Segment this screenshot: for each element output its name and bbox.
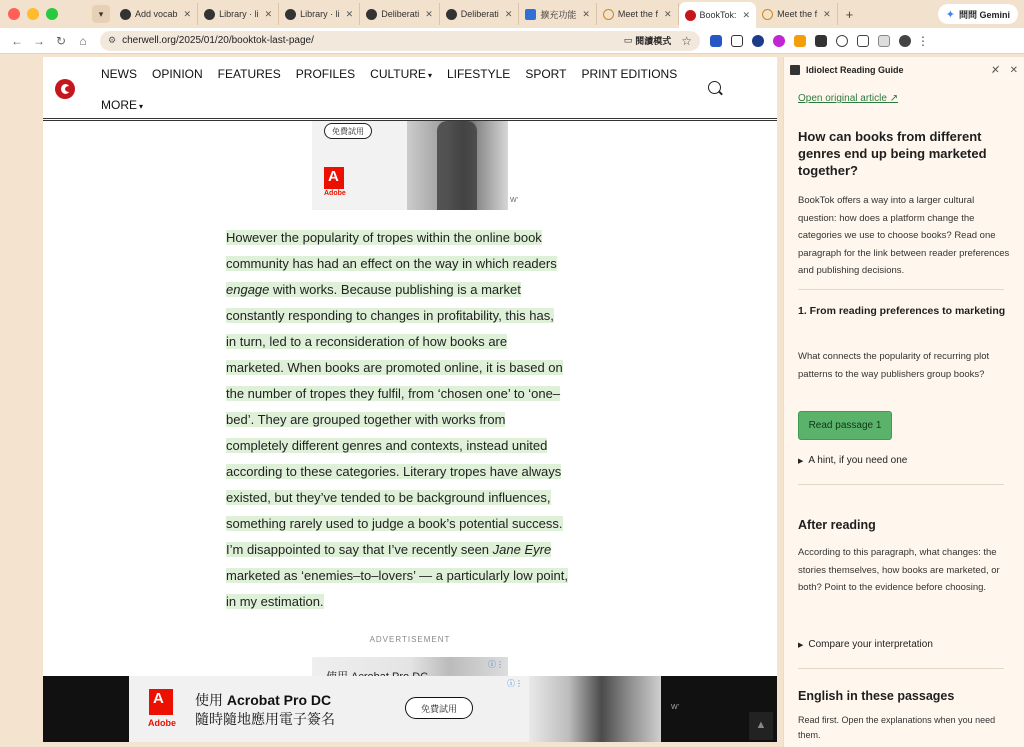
- address-bar[interactable]: [100, 31, 700, 51]
- article-line: marketed as ‘enemies–to–lovers’ — a particularly low point,: [226, 568, 569, 583]
- nav-item-label: FEATURES: [217, 67, 281, 81]
- nav-item-print-editions[interactable]: [581, 67, 677, 81]
- compare-label: Compare your interpretation: [808, 639, 933, 650]
- reading-mode-button[interactable]: [624, 34, 672, 47]
- reading-guide-panel: [783, 57, 1024, 747]
- tab-favicon-icon: [120, 9, 131, 20]
- nav-menu: [101, 67, 677, 81]
- scroll-to-top-icon[interactable]: ▲: [749, 712, 773, 740]
- nav-item-lifestyle[interactable]: [447, 67, 510, 81]
- tab-favicon-icon: [366, 9, 377, 20]
- banner-text: [195, 691, 335, 729]
- maximize-window-button[interactable]: [46, 8, 58, 20]
- browser-tab[interactable]: [360, 3, 440, 25]
- site-navigation: [43, 57, 777, 121]
- new-tab-icon[interactable]: +: [845, 6, 854, 22]
- disclosure-triangle-icon: ▶: [798, 458, 804, 465]
- reading-mode-label: 閱讀模式: [635, 36, 672, 46]
- reading-mode-icon: ▭: [623, 35, 633, 45]
- extension-openai-icon[interactable]: [836, 35, 848, 47]
- browser-tab[interactable]: [279, 3, 360, 25]
- banner-adobe-brand: Adobe: [148, 718, 176, 728]
- read-passage-1-button[interactable]: Read passage 1: [798, 411, 892, 440]
- tab-label: Deliberati: [460, 9, 499, 19]
- article-line: However the popularity of tropes within the online book: [226, 230, 542, 245]
- browser-tab[interactable]: [198, 3, 279, 25]
- url-text: cherwell.org/2025/01/20/booktok-last-page/: [122, 35, 314, 46]
- article-line: community has had an effect on the way in which readers: [226, 256, 557, 271]
- panel-title: Idiolect Reading Guide: [806, 65, 904, 75]
- extensions: [710, 35, 911, 47]
- nav-item-culture[interactable]: [370, 67, 432, 81]
- extension-flame-icon[interactable]: [794, 35, 806, 47]
- article-paragraph: [226, 225, 596, 615]
- advertisement-middle[interactable]: [312, 657, 508, 677]
- banner-line2: 隨時隨地應用電子簽名: [195, 711, 335, 727]
- article-line: completely different genres and contexts, instead united: [226, 438, 548, 453]
- cherwell-logo-icon[interactable]: [55, 79, 75, 99]
- banner-photo: [529, 676, 661, 742]
- extension-spiral-icon[interactable]: [773, 35, 785, 47]
- nav-item-label: PRINT EDITIONS: [581, 67, 678, 81]
- adobe-logo-icon: [324, 167, 344, 189]
- banner-free-trial-button[interactable]: 免費試用: [405, 697, 473, 719]
- tab-label: Add vocab: [135, 9, 178, 19]
- adobe-brand: Adobe: [324, 190, 346, 197]
- unpin-icon[interactable]: ✕̸: [991, 64, 1000, 76]
- window-controls: [0, 8, 92, 20]
- nav-item-sport[interactable]: [525, 67, 566, 81]
- tab-favicon-icon: [204, 9, 215, 20]
- tab-favicon-icon: [446, 9, 457, 20]
- nav-item-label: NEWS: [101, 67, 137, 81]
- advertisement-label: ADVERTISEMENT: [369, 635, 451, 644]
- extension-shield-icon[interactable]: [710, 35, 722, 47]
- banner-line1-product: Acrobat Pro DC: [226, 692, 332, 708]
- tab-label: Library · li: [219, 9, 259, 19]
- tab-search-chevron-icon[interactable]: ▾: [92, 5, 110, 23]
- english-text: Read first. Open the explanations when you need them.: [798, 715, 996, 740]
- guide-question: How can books from different genres end up being marketed together?: [798, 129, 987, 178]
- nav-item-label: SPORT: [525, 67, 567, 81]
- ad-photo: [407, 121, 508, 210]
- tab-favicon-icon: [762, 9, 773, 20]
- close-tab-icon[interactable]: ✕: [183, 8, 192, 19]
- article-line: something rarely used to judge a book’s potential success.: [226, 516, 563, 531]
- hint-label: A hint, if you need one: [808, 455, 908, 466]
- browser-tab[interactable]: [440, 3, 520, 25]
- tab-label: Library · li: [300, 9, 340, 19]
- divider: [798, 668, 1004, 669]
- disclosure-triangle-icon: ▶: [798, 642, 804, 649]
- tabs: [114, 0, 1024, 28]
- after-reading-text: According to this paragraph, what changes: the stories themselves, how books are marketed, or both? Point to the evidence before choosing.: [798, 547, 1000, 593]
- minimize-window-button[interactable]: [27, 8, 39, 20]
- close-tab-icon[interactable]: ✕: [504, 8, 513, 19]
- banner-ad[interactable]: [129, 676, 661, 742]
- panel-header: [790, 63, 1018, 77]
- home-icon[interactable]: ⌂: [79, 33, 87, 48]
- tab-label: 擴充功能: [540, 9, 577, 20]
- profile-avatar-icon[interactable]: [899, 35, 911, 47]
- search-icon[interactable]: [708, 81, 721, 94]
- close-tab-icon[interactable]: ✕: [823, 8, 831, 19]
- nav-item-features[interactable]: [218, 67, 281, 81]
- article-line: marketed. When books are promoted online, it is based on: [226, 360, 563, 375]
- english-title: English in these passages: [798, 689, 955, 703]
- chevron-down-icon: ▾: [139, 102, 144, 111]
- browser-menu-icon[interactable]: ⋮: [917, 33, 929, 48]
- tab-label: Meet the f: [617, 9, 658, 19]
- browser-tab[interactable]: [756, 3, 838, 25]
- gemini-button[interactable]: [938, 4, 1018, 24]
- nav-item-label: OPINION: [152, 67, 203, 81]
- article-line: existed, but they’ve tended to be background influences,: [226, 490, 551, 505]
- browser-toolbar: [0, 28, 1024, 54]
- tab-favicon-icon: [603, 9, 614, 20]
- extension-box-icon[interactable]: [731, 35, 743, 47]
- nav-more[interactable]: [101, 98, 143, 112]
- close-tab-icon[interactable]: ✕: [345, 8, 354, 19]
- sticky-ad-banner: [43, 676, 777, 742]
- web-page: [43, 57, 777, 742]
- compare-toggle[interactable]: [798, 639, 933, 650]
- ad-watermark: W': [510, 197, 518, 204]
- browser-tab[interactable]: [519, 3, 597, 25]
- back-arrow-icon[interactable]: ←: [11, 33, 23, 48]
- nav-item-label: CULTURE: [370, 67, 426, 81]
- after-reading-title: After reading: [798, 518, 876, 532]
- banner-adchoices-icon[interactable]: ⓘ⋮: [507, 679, 523, 688]
- close-tab-icon[interactable]: ✕: [582, 8, 590, 19]
- article-line: I’m disappointed to say that I’ve recently seen Jane Eyre: [226, 542, 552, 557]
- divider: [798, 289, 1004, 290]
- article-line: in my estimation.: [226, 594, 324, 609]
- close-tab-icon[interactable]: ✕: [425, 8, 433, 19]
- nav-more-label: MORE: [101, 98, 137, 112]
- nav-item-profiles[interactable]: [296, 67, 355, 81]
- close-tab-icon[interactable]: ✕: [742, 9, 751, 20]
- article-line: bed’. They are grouped together with works from: [226, 412, 506, 427]
- site-settings-icon[interactable]: ⚙: [108, 35, 117, 45]
- tab-label: BookTok:: [699, 10, 737, 20]
- article-line: according to these categories. Literary tropes have always: [226, 464, 562, 479]
- browser-tab[interactable]: [597, 3, 679, 25]
- close-window-button[interactable]: [8, 8, 20, 20]
- extension-book-icon[interactable]: [815, 35, 827, 47]
- banner-adobe-logo-icon: [149, 689, 173, 715]
- browser-tab[interactable]: [114, 3, 198, 25]
- tab-label: Deliberati: [381, 9, 420, 19]
- browser-tab[interactable]: [679, 2, 757, 28]
- nav-item-opinion[interactable]: [152, 67, 203, 81]
- extensions-puzzle-icon[interactable]: [857, 35, 869, 47]
- tab-strip: [0, 0, 1024, 28]
- divider: [798, 484, 1004, 485]
- tab-favicon-icon: [285, 9, 296, 20]
- adchoices-icon[interactable]: ⓘ⋮: [488, 660, 504, 669]
- step1-title: 1. From reading preferences to marketing: [798, 305, 1006, 317]
- extension-d-icon[interactable]: [752, 35, 764, 47]
- nav-item-news[interactable]: [101, 67, 137, 81]
- step1-text: What connects the popularity of recurring plot patterns to the way publishers group books?: [798, 351, 990, 380]
- forward-arrow-icon[interactable]: →: [33, 33, 45, 48]
- close-tab-icon[interactable]: ✕: [663, 8, 672, 19]
- article-line: in turn, led to a reconsideration of how books are: [226, 334, 508, 349]
- side-panel-icon[interactable]: [878, 35, 890, 47]
- gemini-label: 問問 Gemini: [958, 9, 1010, 20]
- ad-free-trial-button[interactable]: 免費試用: [324, 123, 372, 139]
- hint-toggle[interactable]: [798, 455, 907, 466]
- banner-line1-prefix: 使用: [195, 692, 227, 708]
- article-line: engage with works. Because publishing is a market: [226, 282, 521, 297]
- tab-label: Meet the f: [777, 9, 818, 19]
- tab-favicon-icon: [685, 10, 696, 21]
- nav-item-label: LIFESTYLE: [446, 67, 511, 81]
- chevron-down-icon: ▾: [427, 71, 432, 80]
- reload-icon[interactable]: ↻: [55, 33, 67, 48]
- close-panel-icon[interactable]: ✕: [1009, 64, 1018, 76]
- tab-favicon-icon: [525, 9, 536, 20]
- article-line: the number of tropes they fulfil, from ‘chosen one’ to ‘one–: [226, 386, 561, 401]
- article-line: constantly responding to changes in profitability, this has,: [226, 308, 554, 323]
- close-tab-icon[interactable]: ✕: [264, 8, 273, 19]
- reading-guide-book-icon: [790, 65, 800, 75]
- gemini-sparkle-icon: ✦: [945, 8, 955, 21]
- open-original-link[interactable]: Open original article ↗: [798, 93, 899, 104]
- banner-watermark: W': [671, 704, 679, 711]
- bookmark-star-icon[interactable]: ☆: [681, 33, 692, 48]
- nav-item-label: PROFILES: [295, 67, 356, 81]
- guide-intro: BookTok offers a way into a larger cultural question: how does a platform change the categories we use to choose books? Read one paragraph for the link between reader preferences and publishing decisions.: [798, 195, 1010, 276]
- advertisement-top[interactable]: [312, 121, 518, 210]
